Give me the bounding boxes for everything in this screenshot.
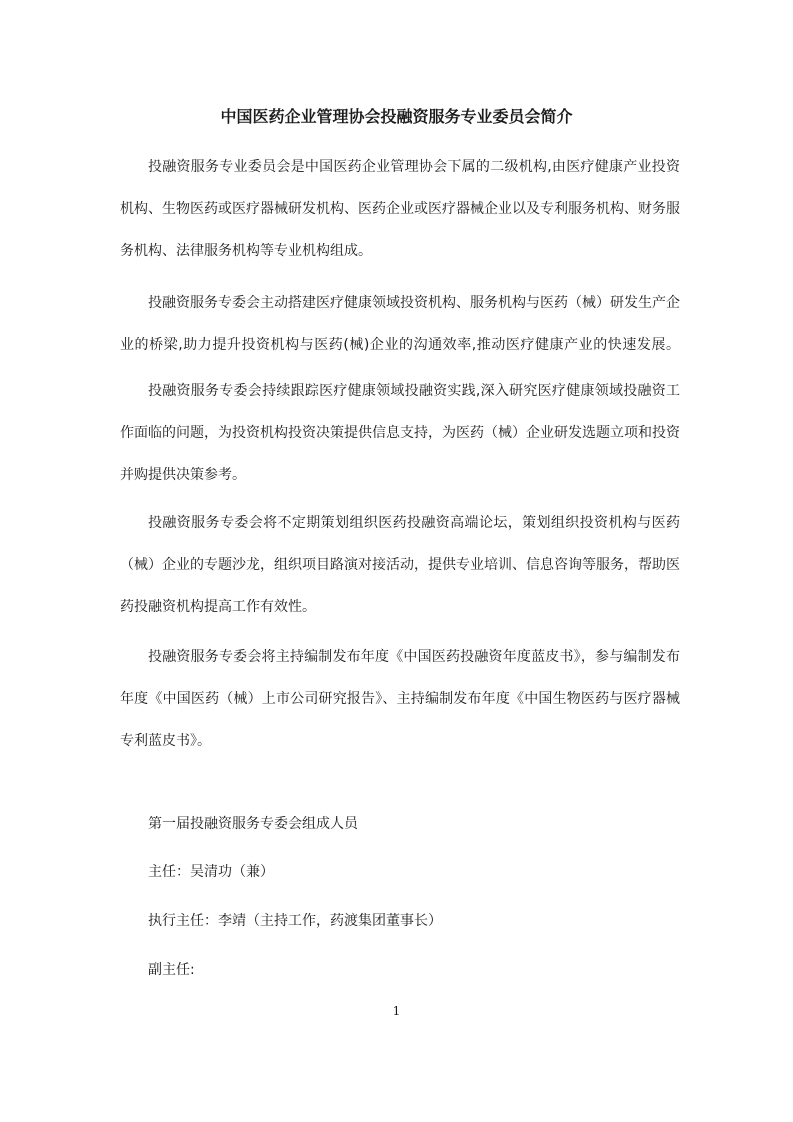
document-title: 中国医药企业管理协会投融资服务专业委员会简介	[220, 107, 573, 126]
executive-director-line: 执行主任：李靖（主持工作，药渡集团董事长）	[148, 913, 442, 929]
paragraph-research	[120, 370, 680, 496]
paragraph-line: 投融资服务专委会将主持编制发布年度《中国医药投融资年度蓝皮书》，参与编制发布	[148, 649, 680, 665]
deputy-directors-line: 副主任:	[148, 962, 195, 978]
paragraph-line: 业的桥梁,助力提升投资机构与医药(械)企业的沟通效率,推动医疗健康产业的快速发展。	[120, 337, 680, 353]
paragraph-line: 年度《中国医药（械）上市公司研究报告》、主持编制发布年度《中国生物医药与医疗器械	[120, 691, 680, 707]
page-number: 1	[392, 1004, 401, 1018]
director-line: 主任：吴清功（兼）	[148, 864, 274, 880]
members-heading: 第一届投融资服务专委会组成人员	[148, 816, 358, 832]
paragraph-line: 专利蓝皮书》。	[120, 733, 211, 749]
paragraph-line: 并购提供决策参考。	[120, 467, 246, 483]
paragraph-line: 投融资服务专委会持续跟踪医疗健康领域投融资实践,深入研究医疗健康领域投融资工	[148, 383, 680, 399]
paragraph-line: 药投融资机构提高工作有效性。	[120, 599, 316, 615]
paragraph-line: 机构、生物医药或医疗器械研发机构、医药企业或医疗器械企业以及专利服务机构、财务服	[120, 201, 680, 217]
paragraph-line: （械）企业的专题沙龙，组织项目路演对接活动，提供专业培训、信息咨询等服务，帮助医	[120, 557, 680, 573]
paragraph-intro	[120, 146, 680, 272]
paragraph-reports	[120, 636, 680, 762]
paragraph-line: 投融资服务专委会将不定期策划组织医药投融资高端论坛，策划组织投资机构与医药	[148, 515, 680, 531]
paragraph-line: 投融资服务专委会主动搭建医疗健康领域投资机构、服务机构与医药（械）研发生产企	[148, 295, 680, 311]
paragraph-line: 作面临的问题，为投资机构投资决策提供信息支持，为医药（械）企业研发选题立项和投资	[120, 425, 680, 441]
paragraph-line: 务机构、法律服务机构等专业机构组成。	[120, 243, 372, 259]
paragraph-line: 投融资服务专业委员会是中国医药企业管理协会下属的二级机构,由医疗健康产业投资	[148, 159, 680, 175]
paragraph-bridge	[120, 282, 680, 366]
paragraph-forum	[120, 502, 680, 628]
